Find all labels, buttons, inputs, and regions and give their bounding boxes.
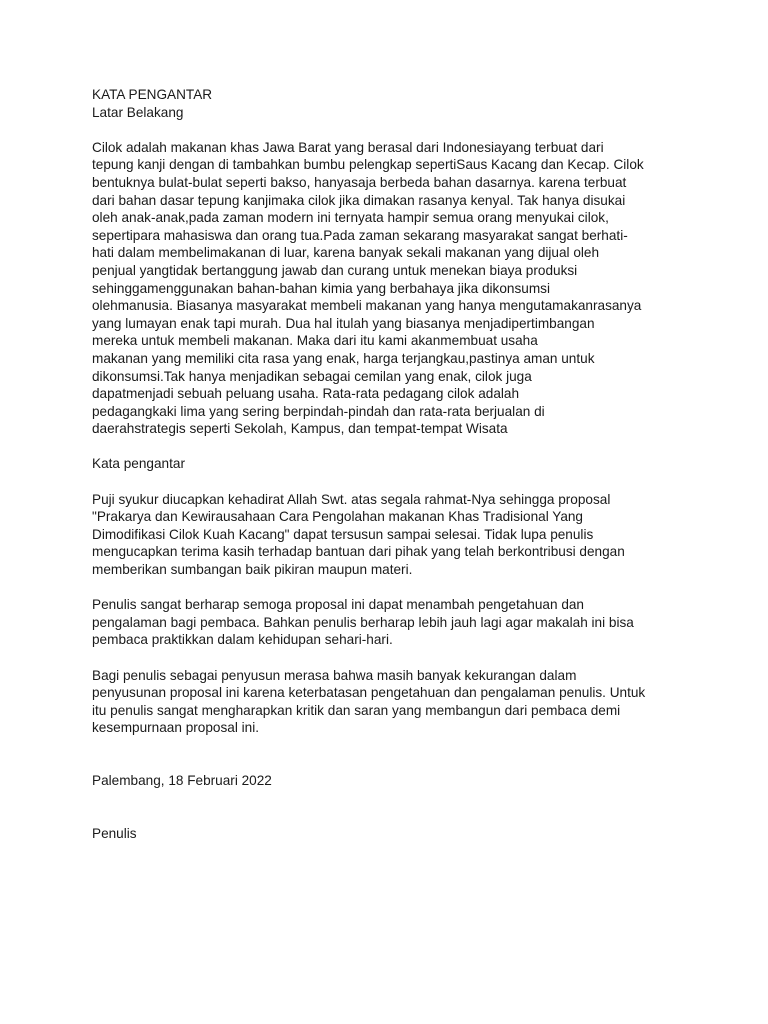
signature-label: Penulis (92, 825, 137, 841)
subheading-latar-belakang: Latar Belakang (92, 104, 184, 120)
paragraph-line: Cilok adalah makanan khas Jawa Barat yang berasal dari Indonesiayang terbuat dari (92, 139, 604, 155)
paragraph-line: pengalaman bagi pembaca. Bahkan penulis berharap lebih jauh lagi agar makalah ini bisa (92, 614, 634, 630)
paragraph-line: memberikan sumbangan baik pikiran maupun materi. (92, 562, 413, 578)
paragraph-line: makanan yang memiliki cita rasa yang enak, harga terjangkau,pastinya aman untuk (92, 350, 595, 366)
paragraph-line: pembaca praktikkan dalam kehidupan sehari-hari. (92, 632, 393, 648)
paragraph-line: oleh anak-anak,pada zaman modern ini ternyata hampir semua orang menyukai cilok, (92, 210, 609, 226)
paragraph-line: dari bahan dasar tepung kanjimaka cilok jika dimakan rasanya kenyal. Tak hanya disukai (92, 192, 626, 208)
foreword-paragraph-2 (92, 596, 672, 649)
paragraph-line: itu penulis sangat mengharapkan kritik dan saran yang membangun dari pembaca demi (92, 702, 621, 718)
paragraph-line: daerahstrategis seperti Sekolah, Kampus, dan tempat-tempat Wisata (92, 421, 508, 437)
background-paragraph (92, 139, 672, 438)
paragraph-line: sehinggamenggunakan bahan-bahan kimia yang berbahaya jika dikonsumsi (92, 280, 550, 296)
paragraph-line: olehmanusia. Biasanya masyarakat membeli makanan yang hanya mengutamakanrasanya (92, 298, 642, 314)
paragraph-line: dapatmenjadi sebuah peluang usaha. Rata-rata pedagang cilok adalah (92, 386, 520, 402)
paragraph-line: yang lumayan enak tapi murah. Dua hal itulah yang biasanya menjadipertimbangan (92, 315, 595, 331)
paragraph-line: Penulis sangat berharap semoga proposal ini dapat menambah pengetahuan dan (92, 597, 584, 613)
document-page (92, 86, 672, 843)
paragraph-line: pedagangkaki lima yang sering berpindah-pindah dan rata-rata berjualan di (92, 403, 545, 419)
paragraph-line: "Prakarya dan Kewirausahaan Cara Pengolahan makanan Khas Tradisional Yang (92, 509, 583, 525)
paragraph-line: bentuknya bulat-bulat seperti bakso, hanyasaja berbeda bahan dasarnya. karena terbuat (92, 174, 627, 190)
paragraph-line: hati dalam membelimakanan di luar, karena banyak sekali makanan yang dijual oleh (92, 245, 600, 261)
paragraph-line: penjual yangtidak bertanggung jawab dan curang untuk menekan biaya produksi (92, 262, 578, 278)
paragraph-line: mengucapkan terima kasih terhadap bantuan dari pihak yang telah berkontribusi dengan (92, 544, 625, 560)
paragraph-line: kesempurnaan proposal ini. (92, 720, 260, 736)
paragraph-line: Puji syukur diucapkan kehadirat Allah Swt. atas segala rahmat-Nya sehingga proposal (92, 491, 611, 507)
paragraph-line: tepung kanji dengan di tambahkan bumbu pelengkap sepertiSaus Kacang dan Kecap. Cilok (92, 157, 644, 173)
foreword-paragraph-3 (92, 667, 672, 737)
page-title: KATA PENGANTAR (92, 87, 213, 102)
paragraph-line: penyusunan proposal ini karena keterbatasan pengetahuan dan pengalaman penulis. Untuk (92, 685, 646, 701)
place-date: Palembang, 18 Februari 2022 (92, 773, 272, 789)
paragraph-line: Dimodifikasi Cilok Kuah Kacang" dapat tersusun sampai selesai. Tidak lupa penulis (92, 526, 594, 542)
paragraph-line: sepertipara mahasiswa dan orang tua.Pada zaman sekarang masyarakat sangat berhati- (92, 227, 628, 243)
foreword-paragraph-1 (92, 491, 672, 579)
paragraph-line: dikonsumsi.Tak hanya menjadikan sebagai cemilan yang enak, cilok juga (92, 368, 532, 384)
section-title-kata-pengantar: Kata pengantar (92, 456, 185, 472)
paragraph-line: mereka untuk membeli makanan. Maka dari itu kami akanmembuat usaha (92, 333, 538, 349)
paragraph-line: Bagi penulis sebagai penyusun merasa bahwa masih banyak kekurangan dalam (92, 667, 577, 683)
